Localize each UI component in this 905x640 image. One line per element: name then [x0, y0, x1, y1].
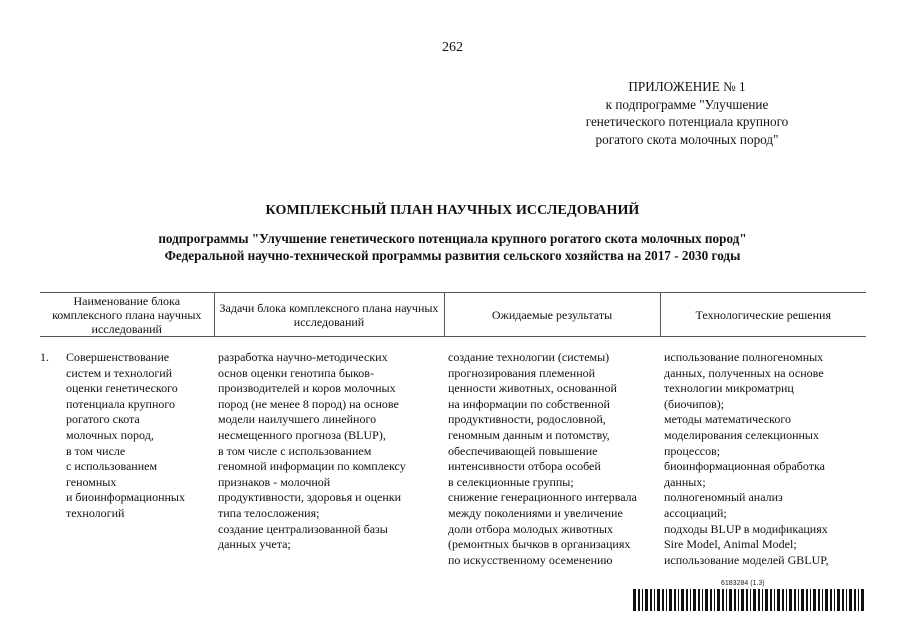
- table-header-row: [40, 293, 866, 337]
- result-line: на информации по собственной: [448, 396, 610, 411]
- header-block-name: Наименование блока комплексного плана научных исследований: [40, 293, 214, 337]
- cell-solutions: [660, 337, 866, 569]
- header-tasks: Задачи блока комплексного плана научных исследований: [214, 293, 444, 337]
- solution-line: процессов;: [664, 443, 721, 458]
- result-line: снижение генерационного интервала: [448, 490, 637, 505]
- appendix-line: генетического потенциала крупного: [585, 114, 789, 129]
- task-line: разработка научно-методических: [218, 350, 388, 364]
- barcode-block: [633, 580, 865, 611]
- task-line: пород (не менее 8 пород) на основе: [218, 396, 399, 411]
- result-line: ценности животных, основанной: [448, 381, 617, 396]
- appendix-line: к подпрограмме "Улучшение: [605, 96, 769, 112]
- header-solutions: Технологические решения: [660, 293, 866, 337]
- research-plan-table: [40, 292, 866, 568]
- subtitle-line-1: подпрограммы "Улучшение генетического потенциала крупного рогатого скота молочных пород": [158, 231, 747, 246]
- appendix-block: [537, 78, 837, 148]
- block-name-line: геномных: [66, 474, 117, 489]
- document-title: КОМПЛЕКСНЫЙ ПЛАН НАУЧНЫХ ИССЛЕДОВАНИЙ: [265, 203, 640, 218]
- task-line: данных учета;: [218, 537, 291, 552]
- appendix-line: рогатого скота молочных пород": [595, 131, 779, 147]
- task-line: типа телосложения;: [218, 505, 320, 520]
- solution-line: Sire Model, Animal Model;: [664, 537, 797, 552]
- result-line: (ремонтных бычков в организациях: [448, 537, 631, 552]
- block-name-line: и биоинформационных: [66, 490, 185, 505]
- block-name-line: потенциала крупного: [66, 396, 175, 411]
- result-line: создание технологии (системы): [448, 350, 610, 364]
- barcode-image: [633, 589, 865, 611]
- row-number: 1.: [40, 350, 49, 364]
- solution-line: подходы BLUP в модификациях: [664, 521, 828, 536]
- result-line: в селекционные группы;: [448, 474, 574, 489]
- result-line: интенсивности отбора особей: [448, 459, 601, 474]
- barcode-label: 6183284 (1.3): [721, 580, 765, 587]
- block-name-line: молочных пород,: [66, 427, 154, 442]
- task-line: производителей и коров молочных: [218, 381, 396, 396]
- solution-line: данных, полученных на основе: [664, 365, 824, 380]
- solution-line: технологии микроматриц: [664, 381, 794, 396]
- block-name-line: в том числе: [66, 443, 126, 458]
- page-number: 262: [442, 40, 463, 55]
- solution-line: методы математического: [664, 412, 791, 427]
- task-line: продуктивности, здоровья и оценки: [218, 490, 402, 505]
- solution-line: моделирования селекционных: [664, 427, 819, 442]
- result-line: прогнозирования племенной: [448, 365, 596, 380]
- result-line: по искусственному осеменению: [448, 552, 613, 567]
- task-line: геномной информации по комплексу: [218, 459, 406, 474]
- solution-line: ассоциаций;: [664, 505, 727, 520]
- solution-line: использование моделей GBLUP,: [664, 552, 829, 567]
- block-name-line: Совершенствование: [66, 350, 170, 364]
- task-line: признаков - молочной: [218, 474, 331, 489]
- block-name-line: систем и технологий: [66, 365, 173, 380]
- solution-line: полногеномный анализ: [664, 490, 783, 505]
- appendix-line: ПРИЛОЖЕНИЕ № 1: [628, 79, 746, 94]
- task-line: в том числе с использованием: [218, 443, 372, 458]
- header-results: Ожидаемые результаты: [444, 293, 660, 337]
- result-line: доли отбора молодых животных: [448, 521, 613, 536]
- block-name-line: оценки генетического: [66, 381, 178, 396]
- solution-line: (биочипов);: [664, 396, 725, 411]
- solution-line: использование полногеномных: [664, 350, 824, 364]
- block-name-line: рогатого скота: [66, 412, 140, 427]
- cell-block-name: [40, 337, 214, 569]
- document-subtitle: [0, 230, 905, 264]
- block-name-line: с использованием: [66, 459, 158, 474]
- result-line: геномным данным и потомству,: [448, 427, 610, 442]
- solution-line: данных;: [664, 474, 706, 489]
- task-line: создание централизованной базы: [218, 521, 388, 536]
- task-line: несмещенного прогноза (BLUP),: [218, 427, 386, 442]
- block-name-line: технологий: [66, 505, 125, 520]
- result-line: между поколениями и увеличение: [448, 505, 623, 520]
- block-name-text: [66, 350, 185, 522]
- task-line: модели наилучшего линейного: [218, 412, 377, 427]
- table-row: [40, 337, 866, 569]
- result-line: обеспечивающей повышение: [448, 443, 598, 458]
- subtitle-line-2: Федеральной научно-технической программы развития сельского хозяйства на 2017 - 2030 годы: [164, 248, 741, 263]
- task-line: основ оценки генотипа быков-: [218, 365, 374, 380]
- cell-tasks: [214, 337, 444, 569]
- result-line: продуктивности, родословной,: [448, 412, 606, 427]
- cell-results: [444, 337, 660, 569]
- solution-line: биоинформационная обработка: [664, 459, 825, 474]
